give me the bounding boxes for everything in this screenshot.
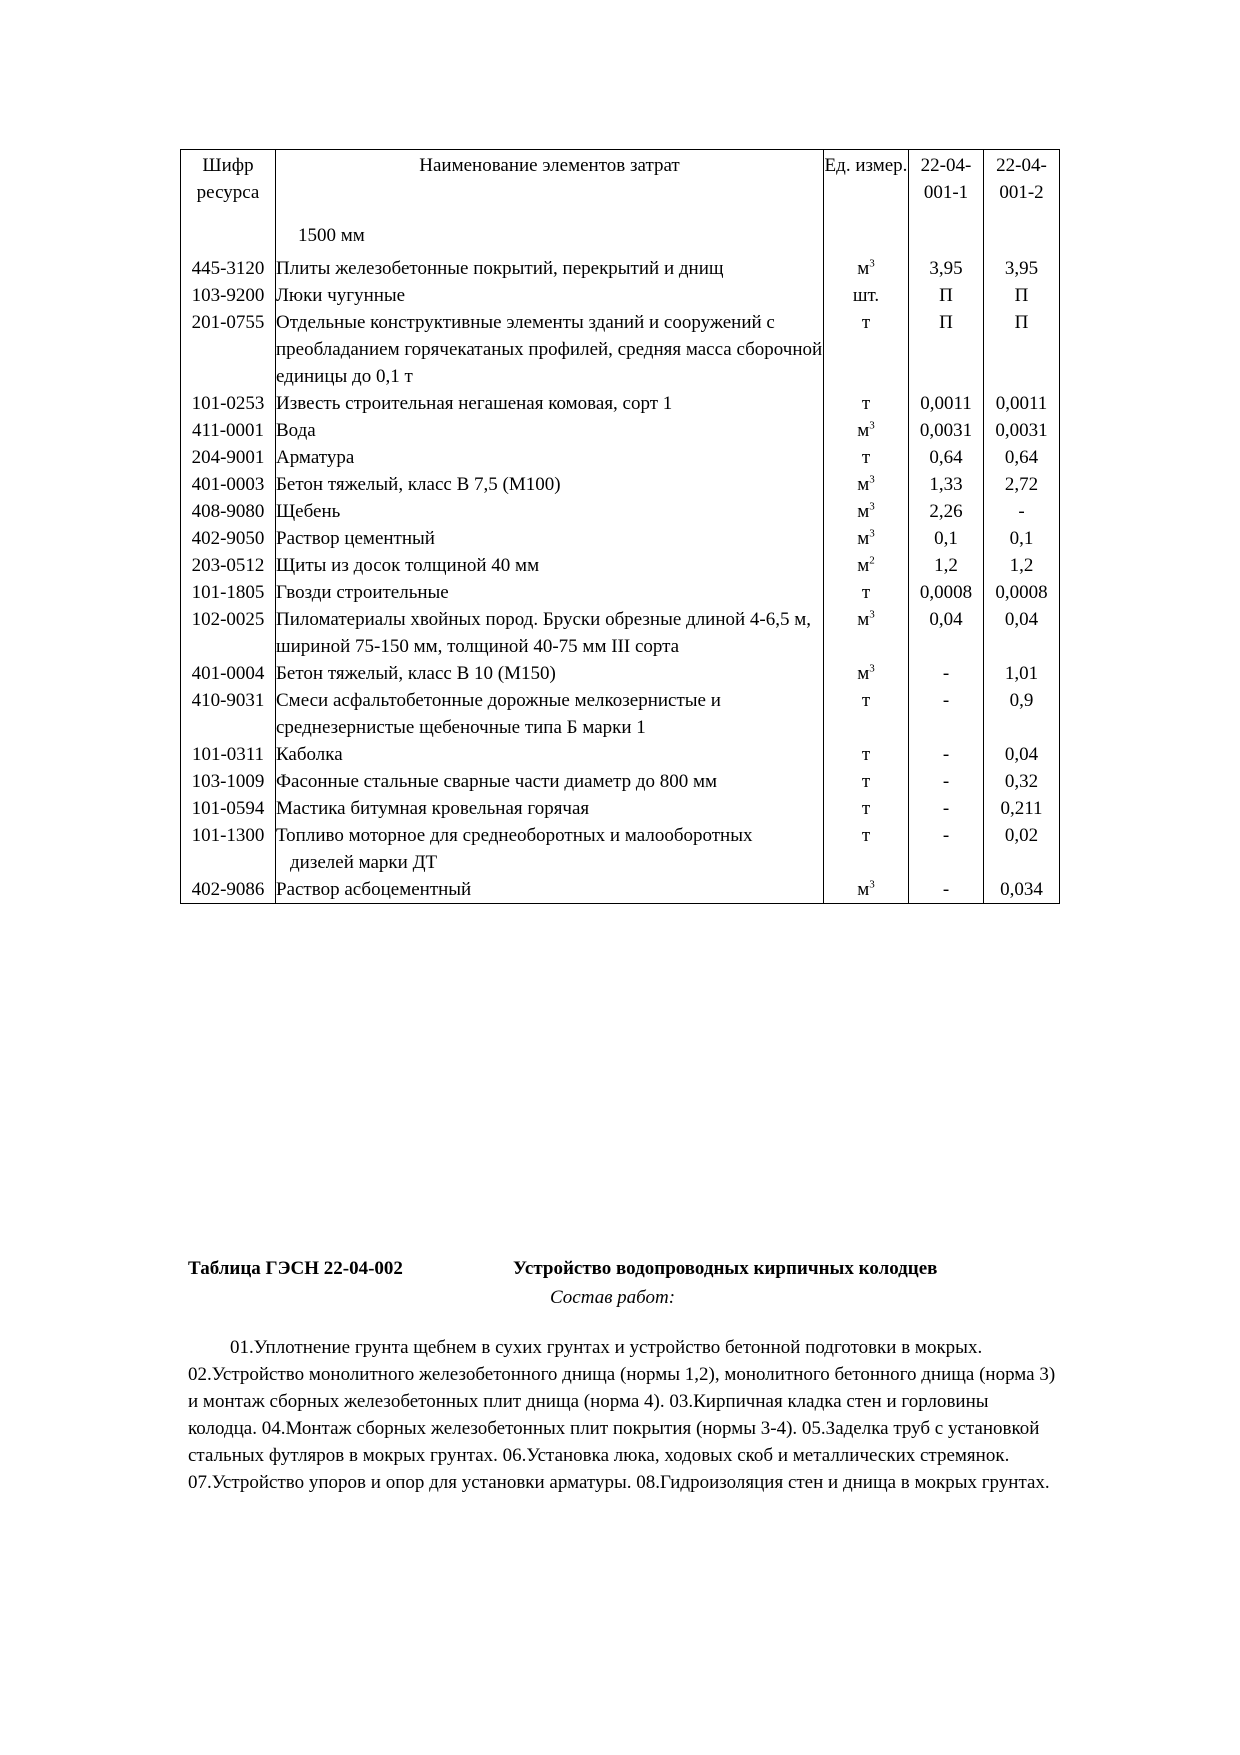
cell-code (181, 212, 276, 255)
cell-code: 102-0025 (181, 606, 276, 660)
cell-name (276, 687, 824, 741)
unit-exponent: 3 (869, 662, 875, 675)
table-row (181, 498, 1060, 525)
table-label: Таблица ГЭСН 22-04-002 (188, 1258, 403, 1279)
cell-v1: 1,2 (909, 552, 984, 579)
cell-v1: 0,0011 (909, 390, 984, 417)
cell-code: 101-1805 (181, 579, 276, 606)
cell-code: 203-0512 (181, 552, 276, 579)
cell-name-text: Бетон тяжелый, класс В 10 (М150) (276, 663, 556, 684)
cell-name-text: Вода (276, 420, 316, 441)
cell-unit-text: м (857, 501, 870, 522)
cell-v1: П (909, 282, 984, 309)
cell-v2: 0,32 (984, 768, 1060, 795)
cell-name-text: Раствор цементный (276, 528, 435, 549)
cell-name (276, 795, 824, 822)
cell-unit-text: м (857, 258, 870, 279)
cell-unit-text: т (861, 447, 871, 468)
table-row (181, 282, 1060, 309)
cell-v1: 3,95 (909, 255, 984, 282)
cell-unit (824, 309, 909, 390)
cell-unit-text: м (857, 609, 870, 630)
resources-table (180, 149, 1060, 904)
cell-v2: 0,04 (984, 741, 1060, 768)
unit-exponent: 3 (869, 500, 875, 513)
table-row (181, 660, 1060, 687)
cell-v2: - (984, 498, 1060, 525)
cell-name (276, 876, 824, 904)
cell-name-text: Люки чугунные (276, 285, 406, 306)
cell-unit-text: м (857, 663, 870, 684)
cell-unit (824, 525, 909, 552)
cell-name-text: Известь строительная негашеная комовая, сорт 1 (276, 393, 673, 414)
cell-name (276, 471, 824, 498)
cell-name-text: Фасонные стальные сварные части диаметр до 800 мм (276, 771, 718, 792)
cell-unit (824, 795, 909, 822)
cell-v2: 0,0011 (984, 390, 1060, 417)
cell-name-text: Мастика битумная кровельная горячая (276, 798, 590, 819)
cell-unit (824, 768, 909, 795)
cell-v2: П (984, 309, 1060, 390)
cell-unit (824, 822, 909, 876)
cell-code: 101-0594 (181, 795, 276, 822)
table-body (181, 212, 1060, 904)
cell-name-text: Раствор асбоцементный (276, 879, 472, 900)
cell-unit-text: т (861, 798, 871, 819)
cell-unit (824, 255, 909, 282)
cell-code: 402-9050 (181, 525, 276, 552)
unit-exponent: 3 (869, 257, 875, 270)
cell-v2: 1,01 (984, 660, 1060, 687)
table-row (181, 741, 1060, 768)
table-row (181, 876, 1060, 904)
cell-v2: 0,211 (984, 795, 1060, 822)
cell-name-text: Щебень (276, 501, 341, 522)
cell-code: 410-9031 (181, 687, 276, 741)
table-row (181, 822, 1060, 876)
cell-name (276, 579, 824, 606)
cell-name-text: Плиты железобетонные покрытий, перекрытий и днищ (276, 258, 724, 279)
cell-v1: - (909, 687, 984, 741)
cell-unit-text: т (861, 690, 871, 711)
table-row (181, 606, 1060, 660)
cell-unit (824, 660, 909, 687)
cell-name: 1500 мм (276, 212, 824, 255)
table-row (181, 390, 1060, 417)
cell-v2: 1,2 (984, 552, 1060, 579)
cell-name (276, 768, 824, 795)
cell-v2: 3,95 (984, 255, 1060, 282)
cell-v2: 2,72 (984, 471, 1060, 498)
section-caption (188, 1258, 1068, 1280)
cell-name (276, 660, 824, 687)
cell-name (276, 552, 824, 579)
cell-unit (824, 876, 909, 904)
cell-v2 (984, 212, 1060, 255)
cell-unit-text: м (857, 420, 870, 441)
cell-unit-text: шт. (852, 285, 880, 306)
cell-name-text: Топливо моторное для среднеоборотных и малооборотных (276, 825, 753, 846)
cell-unit-text: т (861, 744, 871, 765)
cell-unit-text: т (861, 582, 871, 603)
table-row (181, 471, 1060, 498)
cell-v1: - (909, 741, 984, 768)
table-row (181, 579, 1060, 606)
work-composition-text: 01.Уплотнение грунта щебнем в сухих грунтах и устройство бетонной подготовки в мокрых. 02.Устройство монолитного железобетонного днища (нормы 1,2), монолитного бетонного днища (норма 3) и монтаж сборных железобетонных плит днища (норма 4). 03.Кирпичная кладка стен и горловины колодца. 04.Монтаж сборных железобетонных плит покрытия (нормы 3-4). 05.Заделка труб с установкой стальных футляров в мокрых грунтах. 06.Установка люка, ходовых скоб и металлических стремянок. 07.Устройство упоров и опор для установки арматуры. 08.Гидроизоляция стен и днища в мокрых грунтах. (188, 1337, 1056, 1493)
cell-v2: П (984, 282, 1060, 309)
cell-v1: 1,33 (909, 471, 984, 498)
table-row (181, 309, 1060, 390)
cell-unit (824, 444, 909, 471)
cell-unit-text: т (861, 393, 871, 414)
unit-exponent: 3 (869, 608, 875, 621)
table-row (181, 444, 1060, 471)
cell-code: 101-0253 (181, 390, 276, 417)
cell-v1: - (909, 660, 984, 687)
cell-unit-text: м (857, 528, 870, 549)
cell-unit-text: м (857, 879, 870, 900)
section-title: Устройство водопроводных кирпичных колодцев (513, 1258, 938, 1279)
cell-code: 201-0755 (181, 309, 276, 390)
cell-code: 101-1300 (181, 822, 276, 876)
cell-v2: 0,0008 (984, 579, 1060, 606)
cell-name (276, 309, 824, 390)
cell-unit (824, 741, 909, 768)
cell-v2: 0,034 (984, 876, 1060, 904)
cell-v1: - (909, 795, 984, 822)
cell-name-text: Пиломатериалы хвойных пород. Бруски обрезные длиной 4-6,5 м, шириной 75-150 мм, толщиной 40-75 мм III сорта (276, 609, 812, 657)
cell-unit (824, 498, 909, 525)
cell-name-text: Арматура (276, 447, 355, 468)
cell-code: 103-1009 (181, 768, 276, 795)
table-row (181, 552, 1060, 579)
table-row (181, 255, 1060, 282)
cell-code: 402-9086 (181, 876, 276, 904)
cell-v2: 0,9 (984, 687, 1060, 741)
cell-unit-text: м (857, 555, 870, 576)
cell-name (276, 417, 824, 444)
cell-code: 101-0311 (181, 741, 276, 768)
cell-name (276, 255, 824, 282)
cell-name (276, 606, 824, 660)
cell-name-text: Гвозди строительные (276, 582, 449, 603)
header-name: Наименование элементов затрат (276, 150, 824, 213)
cell-v1: - (909, 876, 984, 904)
cell-code: 103-9200 (181, 282, 276, 309)
cell-v1: 0,1 (909, 525, 984, 552)
cell-unit (824, 606, 909, 660)
cell-unit-text: м (857, 474, 870, 495)
header-unit: Ед. измер. (824, 150, 909, 213)
unit-exponent: 2 (869, 554, 875, 567)
cell-code: 411-0001 (181, 417, 276, 444)
cell-name-text: Щиты из досок толщиной 40 мм (276, 555, 540, 576)
cell-name-text: Отдельные конструктивные элементы зданий и сооружений с преобладанием горячекатаных профилей, средняя масса сборочной единицы до 0,1 т (276, 312, 823, 387)
cell-name (276, 282, 824, 309)
unit-exponent: 3 (869, 527, 875, 540)
cell-name (276, 525, 824, 552)
table-row (181, 768, 1060, 795)
cell-unit (824, 471, 909, 498)
cell-name-text: Смеси асфальтобетонные дорожные мелкозернистые и среднезернистые щебеночные типа Б марки 1 (276, 690, 721, 738)
cell-v1: 0,0031 (909, 417, 984, 444)
cell-v2: 0,02 (984, 822, 1060, 876)
cell-code: 445-3120 (181, 255, 276, 282)
cell-v2: 0,1 (984, 525, 1060, 552)
cell-name (276, 822, 824, 876)
cell-v1: 0,64 (909, 444, 984, 471)
cell-v2: 0,04 (984, 606, 1060, 660)
table-row (181, 525, 1060, 552)
cell-name-text: Каболка (276, 744, 343, 765)
table-row (181, 687, 1060, 741)
table-header-row (181, 150, 1060, 213)
work-composition-heading: Состав работ: (550, 1287, 676, 1308)
cell-code: 408-9080 (181, 498, 276, 525)
cell-v1 (909, 212, 984, 255)
header-code: Шифр ресурса (181, 150, 276, 213)
cell-name (276, 741, 824, 768)
table-row (181, 795, 1060, 822)
cell-unit (824, 212, 909, 255)
cell-code: 204-9001 (181, 444, 276, 471)
cell-unit (824, 417, 909, 444)
cell-unit-text: т (861, 771, 871, 792)
cell-code: 401-0003 (181, 471, 276, 498)
cell-v1: - (909, 768, 984, 795)
cell-name (276, 390, 824, 417)
header-col1: 22-04-001-1 (909, 150, 984, 213)
cell-v1: П (909, 309, 984, 390)
cell-unit-text: т (861, 312, 871, 333)
cell-unit (824, 282, 909, 309)
cell-v1: 0,04 (909, 606, 984, 660)
cell-v1: 0,0008 (909, 579, 984, 606)
cell-v1: - (909, 822, 984, 876)
cell-v2: 0,0031 (984, 417, 1060, 444)
unit-exponent: 3 (869, 473, 875, 486)
cell-unit (824, 579, 909, 606)
cell-v1: 2,26 (909, 498, 984, 525)
cell-name-continuation: дизелей марки ДТ (290, 852, 438, 873)
cell-unit (824, 687, 909, 741)
cell-v2: 0,64 (984, 444, 1060, 471)
cell-name-text: Бетон тяжелый, класс В 7,5 (М100) (276, 474, 561, 495)
cell-unit (824, 390, 909, 417)
cell-code: 401-0004 (181, 660, 276, 687)
cell-name (276, 498, 824, 525)
unit-exponent: 3 (869, 419, 875, 432)
unit-exponent: 3 (869, 878, 875, 891)
header-col2: 22-04-001-2 (984, 150, 1060, 213)
table-row-continuation (181, 212, 1060, 255)
cell-name (276, 444, 824, 471)
cell-unit (824, 552, 909, 579)
table-row (181, 417, 1060, 444)
cell-unit-text: т (861, 825, 871, 846)
